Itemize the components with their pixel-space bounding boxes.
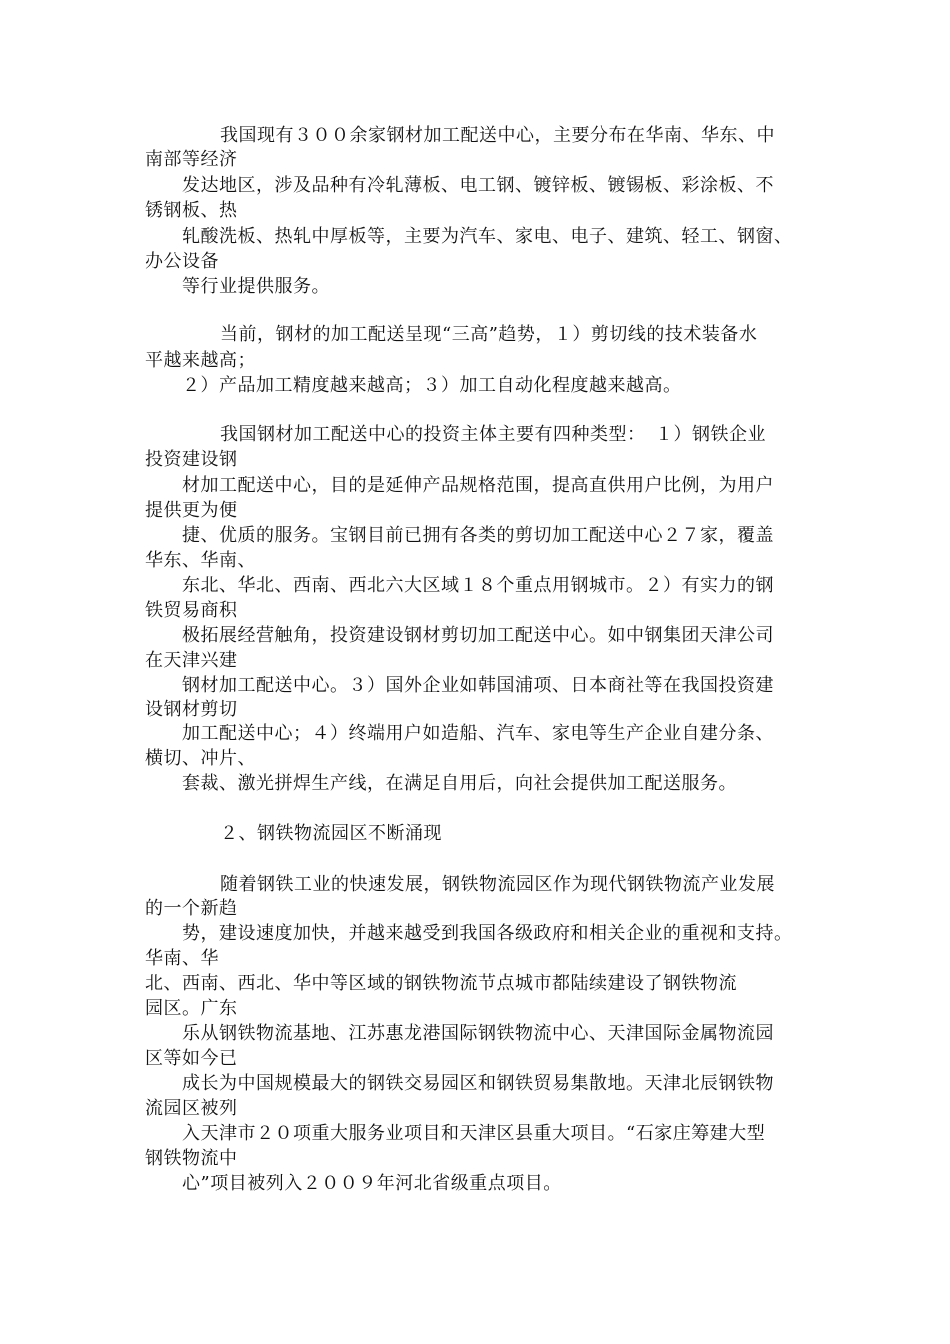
paragraph-1-line-7: 等行业提供服务。 — [182, 276, 330, 297]
paragraph-3-line-7: 东北、华北、西南、西北六大区域１８个重点用钢城市。２）有实力的钢 — [182, 575, 774, 596]
paragraph-1-line-2: 南部等经济 — [145, 149, 238, 170]
paragraph-3-line-14: 横切、冲片、 — [145, 748, 256, 769]
paragraph-3-line-5: 捷、优质的服务。宝钢目前已拥有各类的剪切加工配送中心２７家，覆盖 — [182, 525, 774, 546]
paragraph-4-line-11: 入天津市２０项重大服务业项目和天津区县重大项目。“石家庄筹建大型 — [182, 1123, 766, 1144]
paragraph-3-line-1: 我国钢材加工配送中心的投资主体主要有四种类型： １）钢铁企业 — [220, 424, 766, 445]
paragraph-2-line-1: 当前，钢材的加工配送呈现“三高”趋势，１）剪切线的技术装备水 — [220, 324, 758, 345]
paragraph-4-line-7: 乐从钢铁物流基地、江苏惠龙港国际钢铁物流中心、天津国际金属物流园 — [182, 1023, 774, 1044]
paragraph-4-line-4: 华南、华 — [145, 948, 219, 969]
paragraph-4-line-9: 成长为中国规模最大的钢铁交易园区和钢铁贸易集散地。天津北辰钢铁物 — [182, 1073, 774, 1094]
paragraph-4-line-5: 北、西南、西北、华中等区域的钢铁物流节点城市都陆续建设了钢铁物流 — [145, 973, 737, 994]
paragraph-3-line-9: 极拓展经营触角，投资建设钢材剪切加工配送中心。如中钢集团天津公司 — [182, 625, 774, 646]
paragraph-4-line-1: 随着钢铁工业的快速发展，钢铁物流园区作为现代钢铁物流产业发展 — [220, 874, 775, 895]
paragraph-3-line-8: 铁贸易商积 — [145, 600, 238, 621]
paragraph-4-line-2: 的一个新趋 — [145, 898, 238, 919]
paragraph-1-line-3: 发达地区，涉及品种有冷轧薄板、电工钢、镀锌板、镀锡板、彩涂板、不 — [182, 175, 774, 196]
paragraph-3-line-12: 设钢材剪切 — [145, 699, 238, 720]
paragraph-4-line-10: 流园区被列 — [145, 1098, 238, 1119]
paragraph-3-line-2: 投资建设钢 — [145, 449, 238, 470]
paragraph-3-line-13: 加工配送中心；４）终端用户如造船、汽车、家电等生产企业自建分条、 — [182, 723, 774, 744]
paragraph-3-line-6: 华东、华南、 — [145, 550, 256, 571]
paragraph-4-line-12: 钢铁物流中 — [145, 1148, 238, 1169]
paragraph-1-line-1: 我国现有３００余家钢材加工配送中心，主要分布在华南、华东、中 — [220, 125, 775, 146]
paragraph-3-line-3: 材加工配送中心，目的是延伸产品规格范围，提高直供用户比例，为用户 — [182, 475, 774, 496]
paragraph-4-line-3: 势，建设速度加快，并越来越受到我国各级政府和相关企业的重视和支持。 — [182, 923, 793, 944]
paragraph-4-line-6: 园区。广东 — [145, 998, 238, 1019]
paragraph-4-line-13: 心”项目被列入２００９年河北省级重点项目。 — [182, 1173, 562, 1194]
paragraph-1-line-5: 轧酸洗板、热轧中厚板等，主要为汽车、家电、电子、建筑、轻工、钢窗、 — [182, 226, 793, 247]
paragraph-3-line-4: 提供更为便 — [145, 500, 238, 521]
paragraph-4-line-8: 区等如今已 — [145, 1048, 238, 1069]
paragraph-1-line-6: 办公设备 — [145, 251, 219, 272]
paragraph-2-line-2: 平越来越高； — [145, 350, 256, 371]
paragraph-3-line-11: 钢材加工配送中心。３）国外企业如韩国浦项、日本商社等在我国投资建 — [182, 675, 774, 696]
paragraph-1-line-4: 锈钢板、热 — [145, 200, 238, 221]
paragraph-3-line-10: 在天津兴建 — [145, 650, 238, 671]
paragraph-2-line-3: ２）产品加工精度越来越高；３）加工自动化程度越来越高。 — [182, 375, 682, 396]
section-heading: ２、钢铁物流园区不断涌现 — [220, 823, 442, 844]
paragraph-3-line-15: 套裁、激光拼焊生产线，在满足自用后，向社会提供加工配送服务。 — [182, 773, 737, 794]
